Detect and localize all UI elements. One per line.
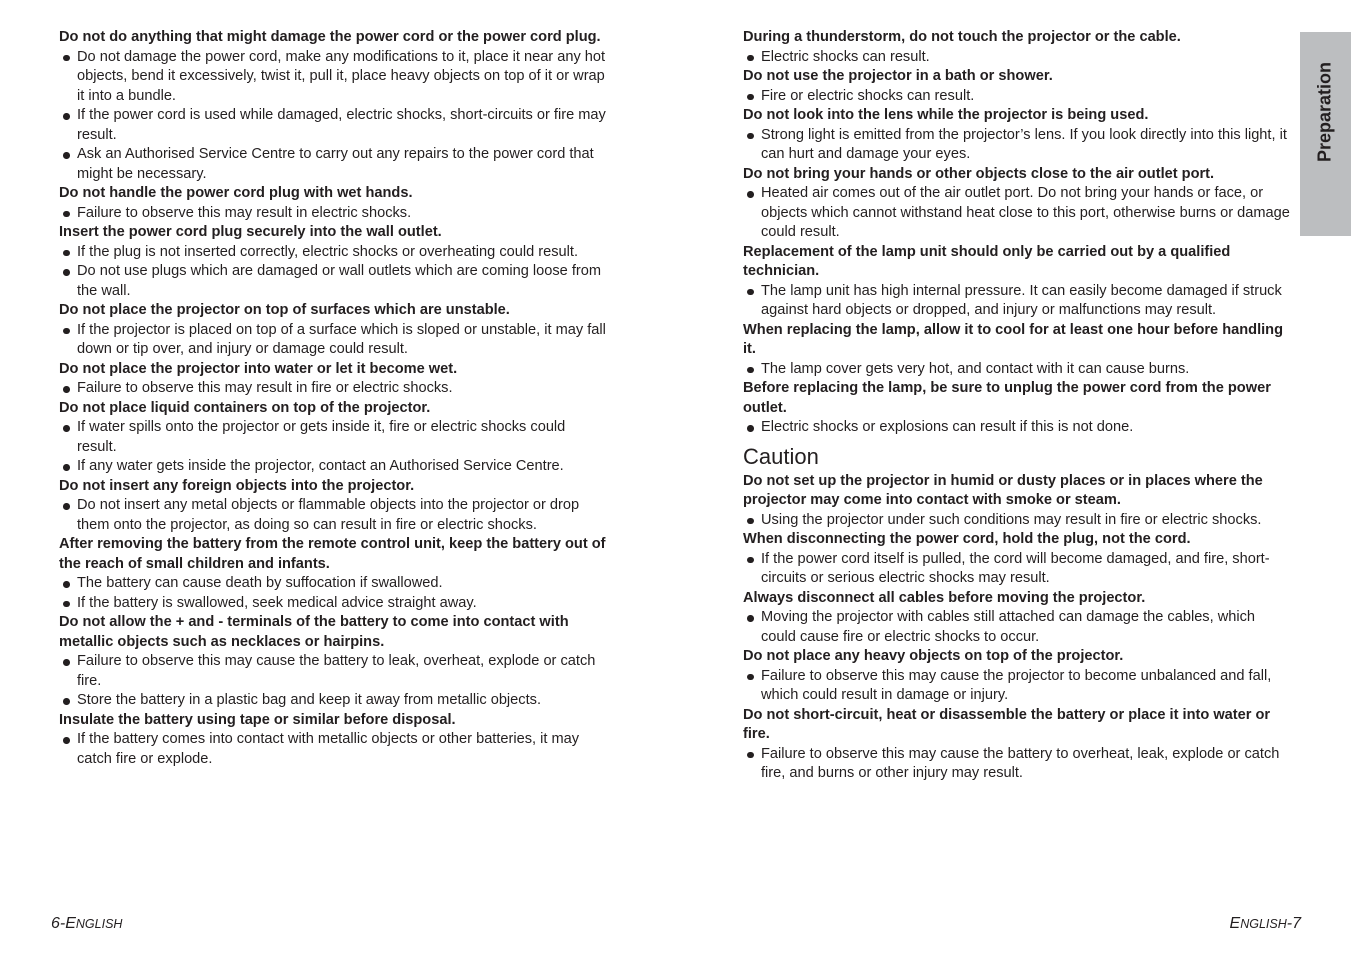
bullet-list	[743, 550, 1291, 589]
section-heading: When disconnecting the power cord, hold the plug, not the cord.	[743, 531, 1191, 547]
safety-section	[743, 589, 1291, 648]
bullet-list	[59, 418, 607, 477]
safety-section	[59, 184, 607, 223]
safety-section	[743, 472, 1291, 531]
bullet-item: Using the projector under such conditions may result in fire or electric shocks.	[743, 511, 1291, 531]
safety-section	[743, 243, 1291, 321]
bullet-item: Failure to observe this may cause the battery to overheat, leak, explode or catch fire, and burns or other injury may result.	[743, 745, 1291, 784]
safety-section	[743, 165, 1291, 243]
safety-section	[59, 613, 607, 711]
bullet-list	[59, 379, 607, 399]
bullet-list	[743, 511, 1291, 531]
bullet-item: Do not use plugs which are damaged or wall outlets which are coming loose from the wall.	[59, 262, 607, 301]
bullet-item: If water spills onto the projector or gets inside it, fire or electric shocks could result.	[59, 418, 607, 457]
section-heading: Do not insert any foreign objects into the projector.	[59, 477, 415, 494]
section-heading: After removing the battery from the remote control unit, keep the battery out of the reach of small children and infants.	[59, 536, 606, 572]
bullet-item: Do not damage the power cord, make any modifications to it, place it near any hot objects, bend it excessively, twist it, pull it, place heavy objects on top of it or wrap it into a bundle.	[59, 48, 607, 107]
bullet-item: The lamp cover gets very hot, and contact with it can cause burns.	[743, 360, 1291, 380]
section-heading: Before replacing the lamp, be sure to unplug the power cord from the power outlet.	[743, 380, 1271, 416]
safety-section	[59, 399, 607, 477]
caution-sections	[743, 472, 1291, 784]
right-column	[743, 28, 1291, 784]
section-tab-label: Preparation	[1314, 61, 1335, 163]
bullet-item: If the power cord itself is pulled, the cord will become damaged, and fire, short-circuits or serious electric shocks may result.	[743, 550, 1291, 589]
bullet-item: If the projector is placed on top of a surface which is sloped or unstable, it may fall down or tip over, and injury or damage could result.	[59, 321, 607, 360]
left-column	[59, 28, 607, 769]
bullet-item: Strong light is emitted from the projector’s lens. If you look directly into this light, it can hurt and damage your eyes.	[743, 126, 1291, 165]
section-heading: During a thunderstorm, do not touch the projector or the cable.	[743, 29, 1181, 45]
bullet-item: If the plug is not inserted correctly, electric shocks or overheating could result.	[59, 243, 607, 263]
bullet-item: If the power cord is used while damaged, electric shocks, short-circuits or fire may result.	[59, 106, 607, 145]
safety-section	[59, 477, 607, 536]
safety-section	[743, 67, 1291, 106]
bullet-list	[743, 418, 1291, 438]
safety-section	[743, 379, 1291, 438]
bullet-list	[59, 730, 607, 769]
section-heading: Do not do anything that might damage the power cord or the power cord plug.	[59, 29, 601, 45]
bullet-item: Electric shocks or explosions can result if this is not done.	[743, 418, 1291, 438]
bullet-list	[743, 48, 1291, 68]
section-heading: Insert the power cord plug securely into the wall outlet.	[59, 224, 442, 240]
section-heading: Do not handle the power cord plug with wet hands.	[59, 185, 413, 201]
safety-section	[743, 647, 1291, 706]
bullet-list	[743, 608, 1291, 647]
page-number-left: 6-ENGLISH	[51, 915, 123, 932]
safety-section	[59, 301, 607, 360]
bullet-item: Fire or electric shocks can result.	[743, 87, 1291, 107]
bullet-list	[743, 745, 1291, 784]
bullet-list	[59, 496, 607, 535]
bullet-list	[743, 667, 1291, 706]
bullet-item: Failure to observe this may cause the projector to become unbalanced and fall, which could result in damage or injury.	[743, 667, 1291, 706]
section-heading: Do not allow the + and - terminals of the battery to come into contact with metallic objects such as necklaces or hairpins.	[59, 614, 569, 650]
bullet-item: Store the battery in a plastic bag and keep it away from metallic objects.	[59, 691, 607, 711]
section-tab	[1300, 32, 1351, 236]
bullet-list	[743, 360, 1291, 380]
bullet-list	[59, 48, 607, 185]
section-heading: Do not place liquid containers on top of the projector.	[59, 399, 431, 416]
section-heading: Do not bring your hands or other objects close to the air outlet port.	[743, 165, 1215, 182]
bullet-list	[59, 574, 607, 613]
bullet-item: The battery can cause death by suffocation if swallowed.	[59, 574, 607, 594]
bullet-item: If any water gets inside the projector, contact an Authorised Service Centre.	[59, 457, 607, 477]
bullet-item: Electric shocks can result.	[743, 48, 1291, 68]
caution-title: Caution	[743, 443, 819, 469]
section-heading: Do not short-circuit, heat or disassemble the battery or place it into water or fire.	[743, 706, 1271, 742]
safety-section	[59, 28, 607, 184]
safety-section	[59, 535, 607, 613]
bullet-list	[743, 126, 1291, 165]
section-heading: Do not use the projector in a bath or shower.	[743, 68, 1053, 84]
safety-section	[743, 106, 1291, 165]
bullet-item: Do not insert any metal objects or flammable objects into the projector or drop them onto the projector, as doing so can result in fire or electric shocks.	[59, 496, 607, 535]
safety-section	[59, 711, 607, 770]
page-number-right: ENGLISH-7	[1229, 915, 1301, 932]
bullet-list	[743, 282, 1291, 321]
section-heading: Always disconnect all cables before moving the projector.	[743, 589, 1146, 606]
safety-section	[743, 530, 1291, 589]
section-heading: When replacing the lamp, allow it to cool for at least one hour before handling it.	[743, 321, 1284, 357]
bullet-list	[59, 652, 607, 711]
safety-section	[743, 706, 1291, 784]
section-heading: Replacement of the lamp unit should only be carried out by a qualified technician.	[743, 243, 1231, 279]
section-heading: Insulate the battery using tape or similar before disposal.	[59, 711, 456, 728]
section-heading: Do not place any heavy objects on top of the projector.	[743, 648, 1124, 664]
bullet-item: Failure to observe this may result in fire or electric shocks.	[59, 379, 607, 399]
bullet-item: Heated air comes out of the air outlet port. Do not bring your hands or face, or objects which cannot withstand heat close to this port, otherwise burns or damage could result.	[743, 184, 1291, 243]
section-heading: Do not look into the lens while the projector is being used.	[743, 107, 1149, 123]
safety-section	[743, 321, 1291, 380]
bullet-item: The lamp unit has high internal pressure. It can easily become damaged if struck against hard objects or dropped, and injury or malfunctions may result.	[743, 282, 1291, 321]
bullet-item: Moving the projector with cables still attached can damage the cables, which could cause fire or electric shocks to occur.	[743, 608, 1291, 647]
safety-section	[743, 28, 1291, 67]
bullet-item: If the battery is swallowed, seek medical advice straight away.	[59, 594, 607, 614]
bullet-list	[59, 243, 607, 302]
bullet-item: Failure to observe this may cause the battery to leak, overheat, explode or catch fire.	[59, 652, 607, 691]
bullet-item: If the battery comes into contact with metallic objects or other batteries, it may catch fire or explode.	[59, 730, 607, 769]
bullet-list	[59, 321, 607, 360]
section-heading: Do not place the projector into water or let it become wet.	[59, 360, 458, 377]
safety-section	[59, 360, 607, 399]
bullet-list	[743, 87, 1291, 107]
bullet-list	[743, 184, 1291, 243]
bullet-item: Failure to observe this may result in electric shocks.	[59, 204, 607, 224]
safety-section	[59, 223, 607, 301]
section-heading: Do not set up the projector in humid or dusty places or in places where the projector may come into contact with smoke or steam.	[743, 472, 1263, 508]
warning-sections	[743, 28, 1291, 438]
section-heading: Do not place the projector on top of surfaces which are unstable.	[59, 302, 510, 318]
bullet-item: Ask an Authorised Service Centre to carry out any repairs to the power cord that might be necessary.	[59, 145, 607, 184]
bullet-list	[59, 204, 607, 224]
